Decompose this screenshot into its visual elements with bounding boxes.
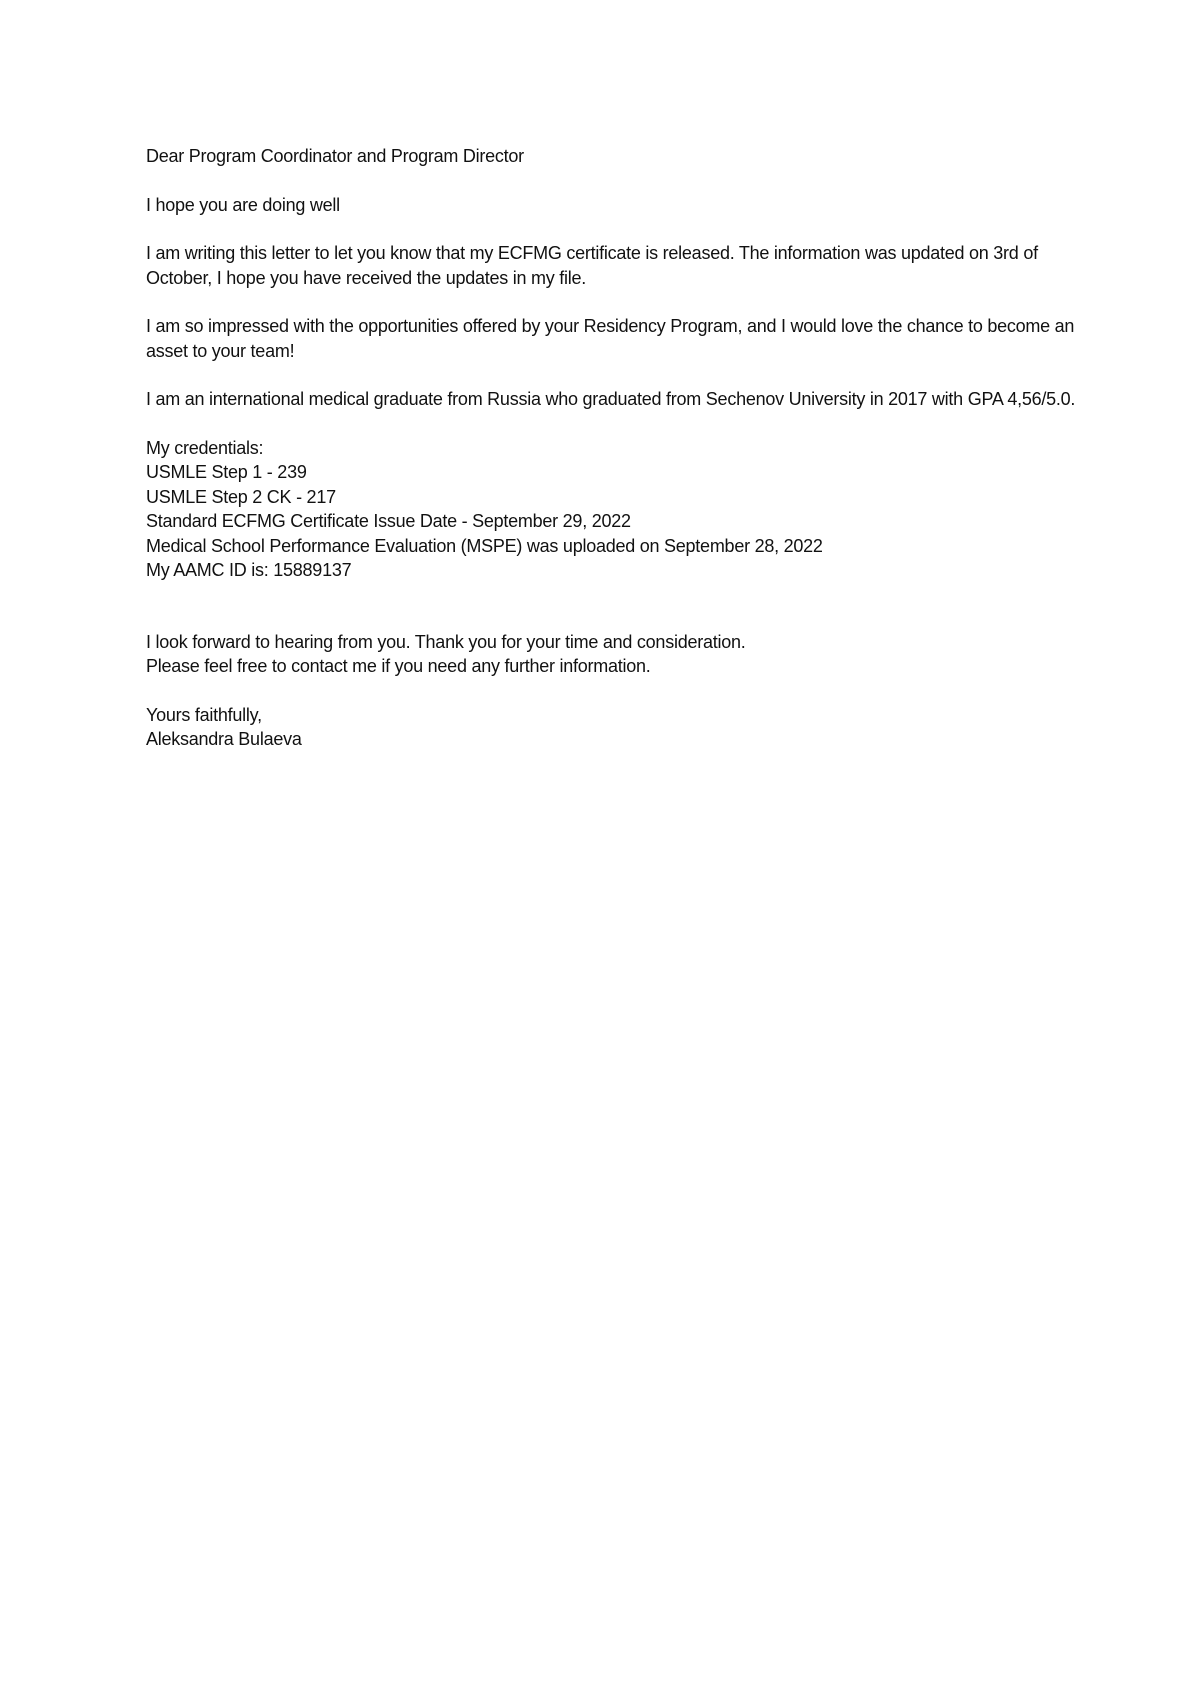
signature-name: Aleksandra Bulaeva: [146, 729, 302, 749]
credentials-heading: My credentials:: [146, 437, 264, 458]
greeting: I hope you are doing well: [146, 194, 340, 215]
credentials-section: [146, 436, 1076, 583]
salutation: Dear Program Coordinator and Program Director: [146, 146, 524, 166]
paragraph-residency-interest: I am so impressed with the opportunities offered by your Residency Program, and I would love the chance to become an asset to your team!: [146, 316, 1075, 361]
paragraph-ecfmg-release: I am writing this letter to let you know that my ECFMG certificate is released. The information was updated on 3rd of October, I hope you have received the updates in my file.: [146, 243, 1038, 288]
credential-item: USMLE Step 2 CK - 217: [146, 486, 336, 507]
credential-item: My AAMC ID is: 15889137: [146, 560, 352, 580]
closing-line: I look forward to hearing from you. Thank you for your time and consideration.: [146, 631, 746, 652]
closing-paragraph: [146, 630, 1076, 679]
credential-item: Medical School Performance Evaluation (MSPE) was uploaded on September 28, 2022: [146, 535, 823, 556]
signoff: Yours faithfully,: [146, 704, 262, 725]
credential-item: USMLE Step 1 - 239: [146, 462, 307, 482]
signoff-block: [146, 703, 1076, 752]
closing-line: Please feel free to contact me if you need any further information.: [146, 656, 651, 676]
paragraph-education: I am an international medical graduate from Russia who graduated from Sechenov University in 2017 with GPA 4,56/5.0.: [146, 389, 1076, 409]
letter-body: [146, 144, 1076, 752]
credential-item: Standard ECFMG Certificate Issue Date - September 29, 2022: [146, 511, 631, 531]
